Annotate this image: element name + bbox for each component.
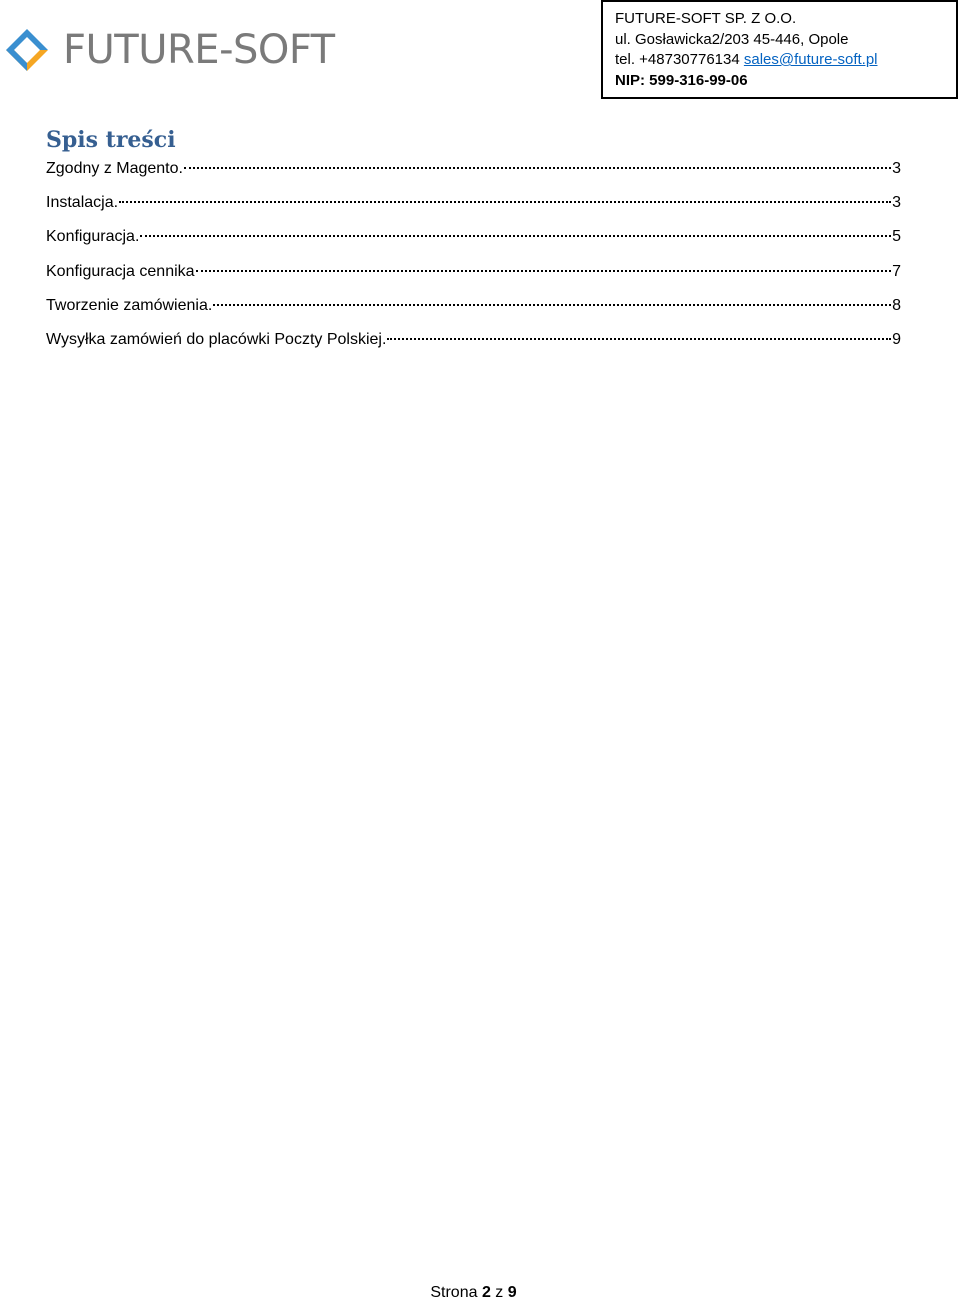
company-logo (4, 27, 335, 73)
toc-entry-page[interactable]: 8 (892, 296, 901, 314)
footer-separator: z (495, 1284, 504, 1301)
toc-entry-label[interactable]: Wysyłka zamówień do placówki Poczty Polskiej. (46, 330, 387, 348)
toc-leader-dots (184, 167, 891, 169)
toc-leader-dots (387, 338, 891, 340)
toc-entry-label[interactable]: Instalacja. (46, 194, 119, 212)
toc-entry-label[interactable]: Tworzenie zamówienia. (46, 296, 213, 314)
toc-entry[interactable] (46, 194, 901, 228)
company-info-box (601, 0, 958, 99)
footer-total-pages: 9 (507, 1284, 517, 1301)
logo-wordmark: FUTURE-SOFT (63, 27, 335, 73)
table-of-contents (46, 126, 901, 365)
toc-leader-dots (119, 201, 891, 203)
footer-prefix: Strona (430, 1284, 478, 1301)
toc-entry[interactable] (46, 160, 901, 194)
company-contact (615, 50, 956, 71)
toc-entry[interactable] (46, 331, 901, 365)
toc-leader-dots (213, 304, 891, 306)
toc-entry[interactable] (46, 263, 901, 297)
company-phone: tel. +48730776134 (615, 51, 740, 68)
toc-entry-page[interactable]: 7 (892, 262, 901, 280)
toc-entry-page[interactable]: 9 (892, 330, 901, 348)
toc-entry-label[interactable]: Konfiguracja cennika (46, 262, 195, 280)
diamond-logo-icon (4, 27, 50, 73)
toc-leader-dots (140, 235, 891, 237)
company-name: FUTURE-SOFT SP. Z O.O. (615, 10, 797, 27)
page-header (0, 0, 960, 100)
toc-entry[interactable] (46, 297, 901, 331)
toc-entry-page[interactable]: 3 (892, 194, 901, 212)
toc-title: Spis treści (46, 127, 176, 153)
footer-current-page: 2 (481, 1284, 491, 1301)
toc-entry[interactable] (46, 228, 901, 262)
toc-entry-page[interactable]: 3 (892, 160, 901, 177)
company-address: ul. Gosławicka2/203 45-446, Opole (615, 30, 849, 48)
toc-entry-label[interactable]: Zgodny z Magento. (46, 160, 183, 177)
toc-leader-dots (196, 270, 892, 272)
page-footer (0, 1284, 947, 1302)
toc-entry-label[interactable]: Konfiguracja. (46, 228, 140, 246)
company-nip: NIP: 599-316-99-06 (615, 71, 748, 89)
toc-entry-page[interactable]: 5 (892, 228, 901, 246)
company-email-link[interactable]: sales@future-soft.pl (743, 51, 878, 68)
